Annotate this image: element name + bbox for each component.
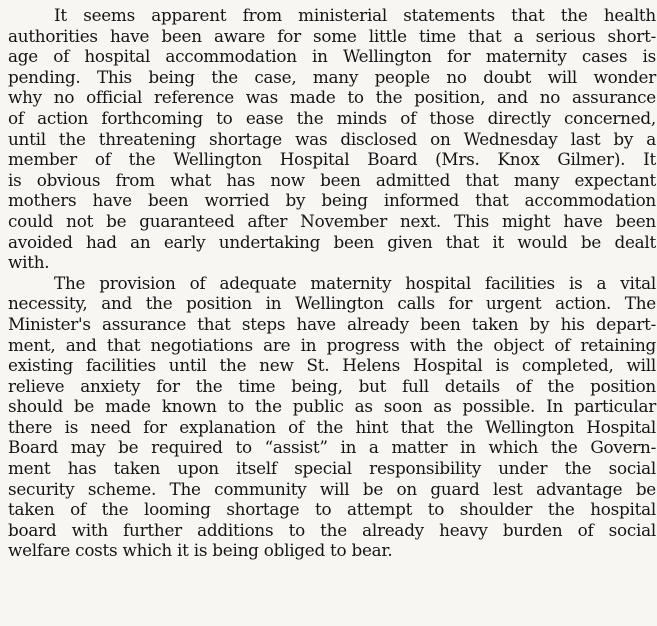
text-line: there is need for explanation of the hint that the Wellington Hospital: [8, 416, 656, 437]
text-line: It seems apparent from ministerial statements that the health: [54, 5, 656, 25]
text-line: ment has taken upon itself special responsibility under the social: [8, 458, 656, 479]
text-line: taken of the looming shortage to attempt to shoulder the hospital: [8, 499, 656, 520]
text-line: age of hospital accommodation in Wellington for maternity cases is: [8, 46, 656, 67]
paragraph-1: [0, 5, 657, 273]
text-line: mothers have been worried by being informed that accommodation: [8, 190, 656, 211]
text-line: could not be guaranteed after November next. This might have been: [8, 210, 656, 231]
text-line: relieve anxiety for the time being, but full details of the position: [8, 375, 656, 396]
text-line: until the threatening shortage was disclosed on Wednesday last by a: [8, 128, 656, 149]
text-line: should be made known to the public as soon as possible. In particular: [8, 396, 656, 417]
text-line: ment, and that negotiations are in progress with the object of retaining: [8, 334, 656, 355]
text-line: member of the Wellington Hospital Board (Mrs. Knox Gilmer). It: [8, 149, 656, 170]
text-line: Board may be required to “assist” in a matter in which the Govern-: [8, 437, 656, 458]
text-line: necessity, and the position in Wellington calls for urgent action. The: [8, 293, 656, 314]
text-line: board with further additions to the already heavy burden of social: [8, 519, 656, 540]
text-line: existing facilities until the new St. Helens Hospital is completed, will: [8, 355, 656, 376]
text-line: with.: [8, 252, 50, 273]
text-line: The provision of adequate maternity hospital facilities is a vital: [54, 272, 656, 293]
paragraph-2: [0, 273, 657, 561]
text-line: security scheme. The community will be on guard lest advantage be: [8, 478, 656, 499]
text-line: avoided had an early undertaking been given that it would be dealt: [8, 231, 656, 252]
text-line: welfare costs which it is being obliged to bear.: [8, 540, 393, 561]
text-line: pending. This being the case, many people no doubt will wonder: [8, 66, 656, 87]
text-line: why no official reference was made to the position, and no assurance: [8, 87, 656, 108]
text-line: is obvious from what has now been admitted that many expectant: [8, 169, 656, 190]
text-line: of action forthcoming to ease the minds of those directly concerned,: [8, 107, 656, 128]
text-line: authorities have been aware for some little time that a serious short-: [8, 25, 656, 46]
text-line: Minister's assurance that steps have already been taken by his depart-: [8, 313, 656, 334]
